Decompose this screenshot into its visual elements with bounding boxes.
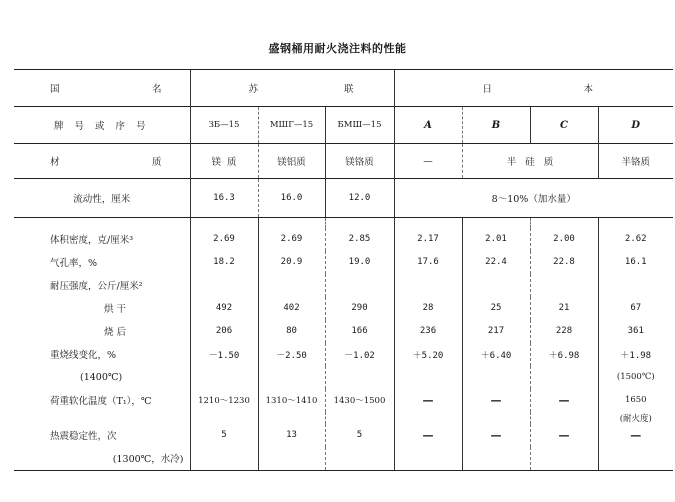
row-label: 气孔率，%	[50, 258, 98, 269]
country-label-right: 名	[151, 84, 162, 95]
grade-cell: C	[530, 107, 598, 144]
cell: 2.01	[462, 228, 530, 251]
cell: —	[394, 389, 462, 412]
ussr-right: 联	[343, 84, 354, 95]
table-row	[14, 343, 673, 366]
grade-cell: МШГ—15	[258, 107, 325, 144]
cell: 5	[190, 424, 258, 447]
header-row-country	[14, 70, 673, 107]
country-label-left: 国	[50, 84, 60, 95]
flow-value: 16.3	[190, 179, 258, 218]
cell: 2.85	[325, 228, 394, 251]
flow-japan-note: 8～10%（加水量）	[394, 179, 673, 218]
cell: 206	[190, 320, 258, 343]
material-cell: 镁铬质	[325, 144, 394, 179]
cell: 217	[462, 320, 530, 343]
row-label: (1300℃，水冷)	[14, 447, 190, 471]
table-row	[14, 274, 673, 297]
ussr-left: 苏	[248, 84, 259, 95]
cell: 22.4	[462, 251, 530, 274]
cell: 1310～1410	[258, 389, 325, 412]
table-row	[14, 447, 673, 471]
cell: 1210～1230	[190, 389, 258, 412]
country-label	[14, 70, 190, 107]
header-row-material	[14, 144, 673, 179]
row-label: 热震稳定性，次	[50, 431, 117, 442]
cell: (耐火度)	[598, 412, 673, 424]
cell: —	[462, 424, 530, 447]
grade-cell: B	[462, 107, 530, 144]
country-japan	[394, 70, 673, 107]
cell: 290	[325, 297, 394, 320]
material-cell: —	[394, 144, 462, 179]
cell: 21	[530, 297, 598, 320]
cell: 361	[598, 320, 673, 343]
cell: 2.69	[258, 228, 325, 251]
cell: －1.50	[190, 343, 258, 366]
table-row	[14, 366, 673, 389]
flow-row	[14, 179, 673, 218]
table-row	[14, 297, 673, 320]
material-label	[14, 144, 190, 179]
cell: 236	[394, 320, 462, 343]
flow-value: 16.0	[258, 179, 325, 218]
cell: 402	[258, 297, 325, 320]
row-label: 烘 干	[104, 304, 127, 315]
cell: 228	[530, 320, 598, 343]
table-row	[14, 424, 673, 447]
row-label: 体积密度，克/厘米³	[50, 235, 134, 246]
flow-value: 12.0	[325, 179, 394, 218]
cell: —	[598, 424, 673, 447]
cell: —	[462, 389, 530, 412]
cell: 1430～1500	[325, 389, 394, 412]
cell: 19.0	[325, 251, 394, 274]
table-row	[14, 228, 673, 251]
cell: 2.62	[598, 228, 673, 251]
cell: 2.69	[190, 228, 258, 251]
material-cell: 半铬质	[598, 144, 673, 179]
material-label-left: 材	[50, 157, 60, 168]
country-ussr	[190, 70, 394, 107]
material-cell: 半 硅 质	[462, 144, 598, 179]
row-label: (1400℃)	[80, 371, 123, 383]
table-row	[14, 412, 673, 424]
cell: 492	[190, 297, 258, 320]
table-row	[14, 251, 673, 274]
japan-right: 本	[583, 84, 594, 95]
material-cell: 镁 质	[190, 144, 258, 179]
cell: ＋5.20	[394, 343, 462, 366]
material-cell: 镁铝质	[258, 144, 325, 179]
grade-label: 牌 号 或 序 号	[14, 107, 190, 144]
cell: －2.50	[258, 343, 325, 366]
row-label: 耐压强度，公斤/厘米²	[50, 281, 143, 292]
cell: ＋6.40	[462, 343, 530, 366]
table-row	[14, 389, 673, 412]
table-title: 盛钢桶用耐火浇注料的性能	[268, 42, 407, 55]
header-row-grade	[14, 107, 673, 144]
cell: 13	[258, 424, 325, 447]
cell: 2.17	[394, 228, 462, 251]
grade-cell: БМШ—15	[325, 107, 394, 144]
grade-cell: A	[394, 107, 462, 144]
cell: 20.9	[258, 251, 325, 274]
cell: 80	[258, 320, 325, 343]
cell: 25	[462, 297, 530, 320]
cell: —	[530, 424, 598, 447]
cell: —	[530, 389, 598, 412]
cell: 1650	[598, 389, 673, 412]
cell: —	[394, 424, 462, 447]
cell: (1500℃)	[598, 366, 673, 389]
row-label: 烧 后	[104, 327, 127, 338]
cell: 2.00	[530, 228, 598, 251]
cell: 22.8	[530, 251, 598, 274]
row-label: 荷重软化温度（T₁），℃	[50, 396, 152, 407]
material-label-right: 质	[151, 157, 162, 168]
properties-table	[14, 69, 673, 471]
cell: 67	[598, 297, 673, 320]
grade-cell: D	[598, 107, 673, 144]
cell: 5	[325, 424, 394, 447]
flow-label: 流动性，厘米	[14, 179, 190, 218]
cell: －1.02	[325, 343, 394, 366]
cell: 166	[325, 320, 394, 343]
grade-cell: ЗБ—15	[190, 107, 258, 144]
cell: 18.2	[190, 251, 258, 274]
cell: 16.1	[598, 251, 673, 274]
table-row	[14, 320, 673, 343]
cell: 17.6	[394, 251, 462, 274]
row-label: 重烧线变化，%	[50, 350, 117, 361]
cell: ＋1.98	[598, 343, 673, 366]
cell: ＋6.98	[530, 343, 598, 366]
japan-left: 日	[482, 84, 493, 95]
cell: 28	[394, 297, 462, 320]
